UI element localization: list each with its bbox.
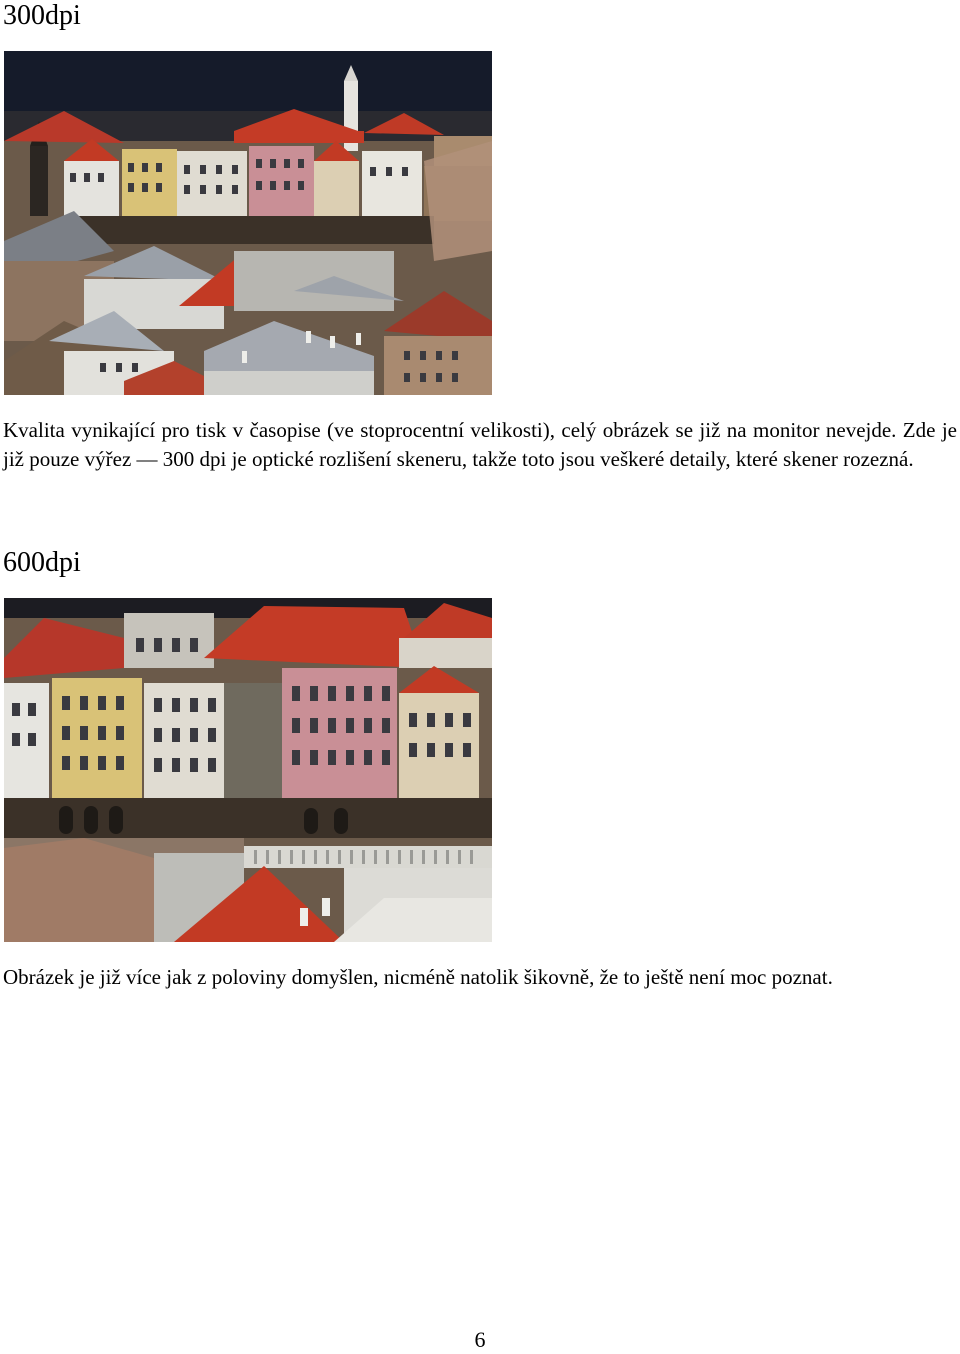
town-illustration-300: [4, 51, 492, 395]
page-number: 6: [474, 1327, 486, 1352]
section-heading-600dpi: 600dpi: [3, 547, 81, 578]
town-photo-300dpi: [4, 51, 492, 395]
description-300dpi: Kvalita vynikající pro tisk v časopise (ve stoprocentní velikosti), celý obrázek se již na monitor nevejde. Zde je již pouze výřez — 300 dpi je optické rozlišení skeneru, takže toto jsou veškeré detaily, které skener rozezná.: [3, 418, 957, 471]
town-photo-600dpi: [4, 598, 492, 942]
description-600dpi: Obrázek je již více jak z poloviny domyšlen, nicméně natolik šikovně, že to ještě není moc poznat.: [3, 965, 833, 989]
section-heading-300dpi: 300dpi: [3, 0, 81, 31]
town-illustration-600: [4, 598, 492, 942]
